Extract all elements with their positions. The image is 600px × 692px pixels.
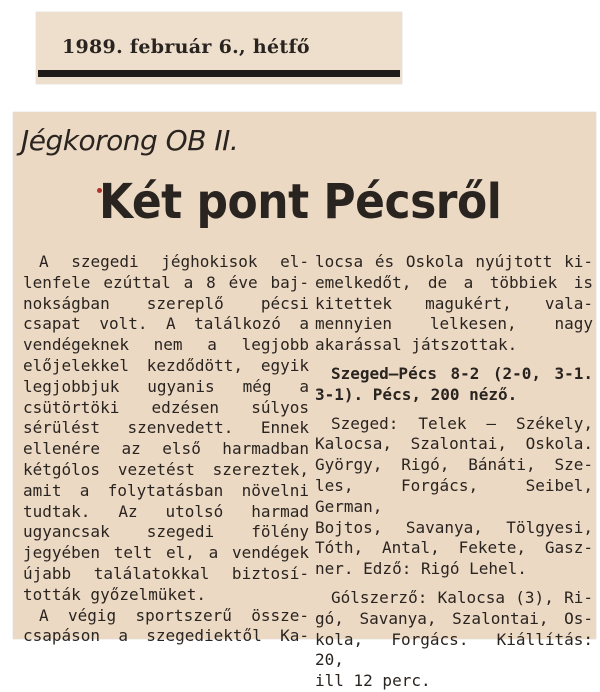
body-line: kitettek magukért, vala-: [315, 293, 593, 313]
body-line: amit a folytatásban növelni: [23, 480, 309, 500]
body-line: tották győzelmüket.: [23, 584, 207, 604]
article-left-column: [23, 252, 309, 647]
paragraph-gap: [315, 580, 593, 588]
body-line: A szegedi jéghokisok el-: [39, 252, 309, 271]
date-clipping: [36, 12, 402, 84]
paragraph-gap: [315, 356, 593, 364]
scorer-line: kola, Forgács. Kiállítás: 20,: [315, 629, 593, 670]
body-line: locsa és Oskola nyújtott ki-: [315, 252, 593, 271]
body-line: nokságban szereplő pécsi: [23, 293, 309, 313]
body-line: tudtak. Az utolsó harmad: [23, 501, 309, 521]
lineup-line: Szeged: Telek — Székely,: [331, 413, 593, 433]
body-line: emelkedőt, de a többiek is: [315, 272, 593, 292]
body-line: legjobbjuk ugyanis még a: [23, 376, 309, 396]
article-right-column: [315, 252, 593, 692]
date-rule: [38, 70, 400, 77]
body-line: jegyében telt el, a vendégek: [23, 543, 309, 563]
body-line: csapat volt. A találkozó a: [23, 314, 309, 334]
lineup-line: Tóth, Antal, Fekete, Gasz-: [315, 538, 593, 558]
date-header: 1989. február 6., hétfő: [62, 36, 310, 58]
body-line: előjelekkel kezdődött, egyik: [23, 355, 309, 375]
body-line: kétgólos vezetést szereztek,: [23, 459, 309, 479]
lineup-line: les, Forgács, Seibel, German,: [315, 475, 593, 516]
scorer-line: gó, Savanya, Szalontai, Os-: [315, 608, 593, 628]
paragraph-gap: [315, 406, 593, 414]
lineup-line: Kalocsa, Szalontai, Oskola.: [315, 434, 593, 454]
body-line: csapáson a szegediektől Ka-: [23, 626, 309, 646]
body-line: lenfele ezúttal a 8 éve baj-: [23, 272, 309, 292]
body-line: sérülést szenvedett. Ennek: [23, 418, 309, 438]
body-line: mennyien lelkesen, nagy: [315, 314, 593, 334]
scorer-line: ill 12 perc.: [315, 671, 431, 691]
result-line: Szeged—Pécs 8-2 (2-0, 3-1.: [331, 363, 593, 383]
lineup-line: György, Rigó, Bánáti, Sze-: [315, 455, 593, 475]
article-clipping: [13, 112, 596, 691]
body-line: akarással játszottak.: [315, 335, 518, 355]
body-line: ugyancsak szegedi fölény: [23, 522, 309, 542]
body-line: csütörtöki edzésen súlyos: [23, 397, 309, 417]
lineup-line: Bojtos, Savanya, Tölgyesi,: [315, 517, 593, 537]
body-line: vendégeknek nem a legjobb: [23, 335, 309, 355]
scorer-line: Gólszerző: Kalocsa (3), Ri-: [331, 587, 593, 607]
body-line: újabb találatokkal biztosí-: [23, 563, 309, 583]
result-line: 3-1). Pécs, 200 néző.: [315, 384, 518, 404]
body-line: ellenére az első harmadban: [23, 439, 309, 459]
body-line: A végig sportszerű össze-: [39, 605, 309, 625]
article-kicker: Jégkorong OB II.: [21, 124, 239, 157]
article-headline: Két pont Pécsről: [99, 174, 502, 231]
lineup-line: ner. Edző: Rigó Lehel.: [315, 559, 527, 579]
